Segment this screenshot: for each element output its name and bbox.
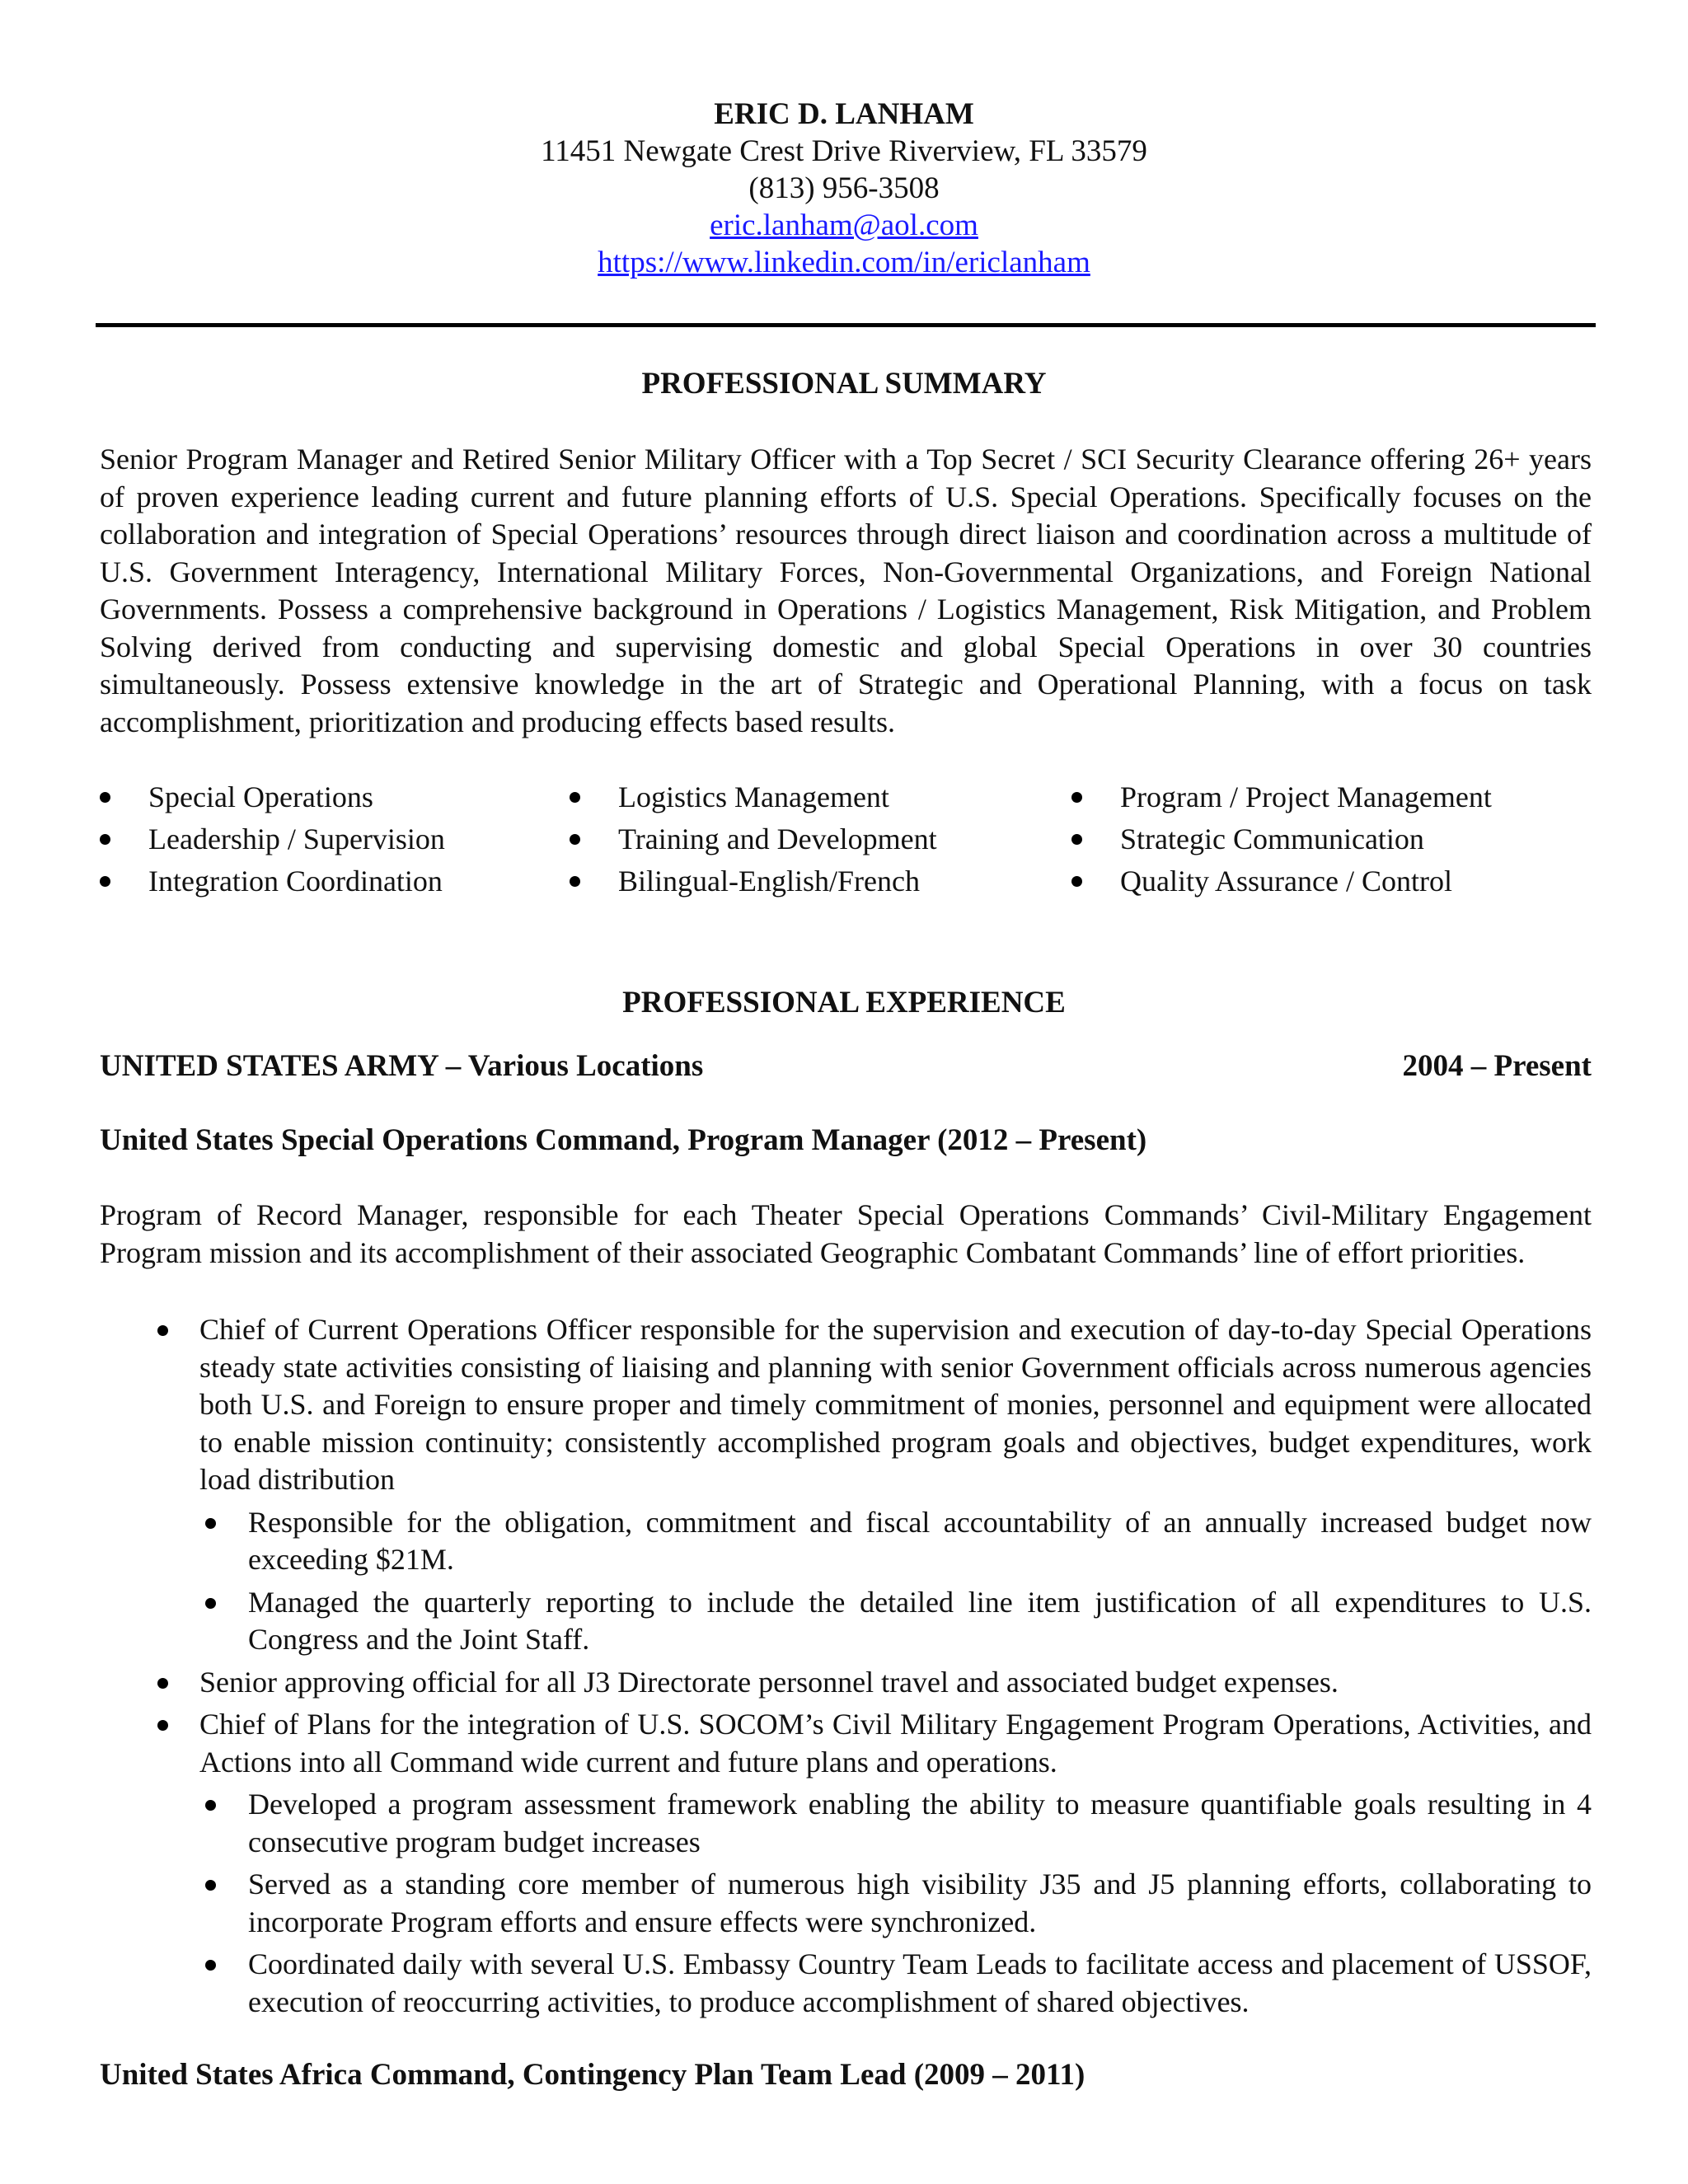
duty-subitem: Responsible for the obligation, commitment and fiscal accountability of an annually increased budget now exceeding $21M. (100, 1504, 1592, 1579)
skill-item: Quality Assurance / Control (1007, 860, 1492, 902)
skill-item: Integration Coordination (35, 860, 445, 902)
employer-dates: 2004 – Present (1402, 1049, 1592, 1083)
role-title-africom: United States Africa Command, Contingency Plan Team Lead (2009 – 2011) (100, 2058, 1085, 2092)
phone: (813) 956-3508 (748, 171, 940, 205)
email-link[interactable]: eric.lanham@aol.com (710, 209, 978, 242)
skill-item: Leadership / Supervision (35, 818, 445, 860)
duty-subitem: Managed the quarterly reporting to include the detailed line item justification of all expenditures to U.S. Congress and the Joint Staff. (100, 1584, 1592, 1659)
duties-list-socom (100, 1311, 1592, 2021)
skill-item: Program / Project Management (1007, 776, 1492, 818)
candidate-name: ERIC D. LANHAM (714, 97, 974, 131)
experience-title: PROFESSIONAL EXPERIENCE (622, 986, 1066, 1019)
skill-item: Logistics Management (505, 776, 937, 818)
skills-column-2 (505, 776, 937, 902)
skill-item: Special Operations (35, 776, 445, 818)
role-intro-socom: Program of Record Manager, responsible for each Theater Special Operations Commands’ Civil-Military Engagement Program mission and its accomplishment of their associated Geographic Combatant Commands’ line of effort priorities. (100, 1198, 1592, 1269)
linkedin-link[interactable]: https://www.linkedin.com/in/ericlanham (598, 246, 1090, 279)
duty-item: Senior approving official for all J3 Directorate personnel travel and associated budget expenses. (100, 1664, 1592, 1702)
duty-subitem: Served as a standing core member of numerous high visibility J35 and J5 planning efforts, collaborating to incorporate Program efforts and ensure effects were synchronized. (100, 1866, 1592, 1941)
summary-text: Senior Program Manager and Retired Senior Military Officer with a Top Secret / SCI Security Clearance offering 26+ years of proven experience leading current and future planning efforts of U.S. Special Operations. Specifically focuses on the collaboration and integration of Special Operations’ resources through direct liaison and coordination across a multitude of U.S. Government Interagency, International Military Forces, Non-Governmental Organizations, and Foreign National Governments. Possess a comprehensive background in Operations / Logistics Management, Risk Mitigation, and Problem Solving derived from conducting and supervising domestic and global Special Operations in over 30 countries simultaneously. Possess extensive knowledge in the art of Strategic and Operational Planning, with a focus on task accomplishment, prioritization and producing effects based results. (100, 443, 1592, 738)
duty-item: Chief of Current Operations Officer responsible for the supervision and execution of day-to-day Special Operations steady state activities consisting of liaising and planning with senior Government officials across numerous agencies both U.S. and Foreign to ensure proper and timely commitment of monies, personnel and equipment were allocated to enable mission continuity; consistently accomplished program goals and objectives, budget expenditures, work load distribution (100, 1311, 1592, 1499)
role-title-socom: United States Special Operations Command, Program Manager (2012 – Present) (100, 1123, 1147, 1157)
skill-item: Training and Development (505, 818, 937, 860)
summary-title: PROFESSIONAL SUMMARY (641, 367, 1047, 401)
address: 11451 Newgate Crest Drive Riverview, FL 33579 (541, 134, 1147, 168)
duty-item: Chief of Plans for the integration of U.S. SOCOM’s Civil Military Engagement Program Operations, Activities, and Actions into all Command wide current and future plans and operations. (100, 1706, 1592, 1781)
employer-header (100, 1048, 1592, 1085)
duty-subitem: Developed a program assessment framework enabling the ability to measure quantifiable goals resulting in 4 consecutive program budget increases (100, 1786, 1592, 1861)
skills-column-1 (35, 776, 445, 902)
contact-header (0, 96, 1688, 281)
skill-item: Bilingual-English/French (505, 860, 937, 902)
employer-name: UNITED STATES ARMY – Various Locations (100, 1049, 704, 1083)
skills-column-3 (1007, 776, 1492, 902)
skill-item: Strategic Communication (1007, 818, 1492, 860)
header-divider (96, 323, 1596, 327)
duty-subitem: Coordinated daily with several U.S. Embassy Country Team Leads to facilitate access and placement of USSOF, execution of reoccurring activities, to produce accomplishment of shared objectives. (100, 1946, 1592, 2021)
skills-list (100, 776, 1600, 908)
